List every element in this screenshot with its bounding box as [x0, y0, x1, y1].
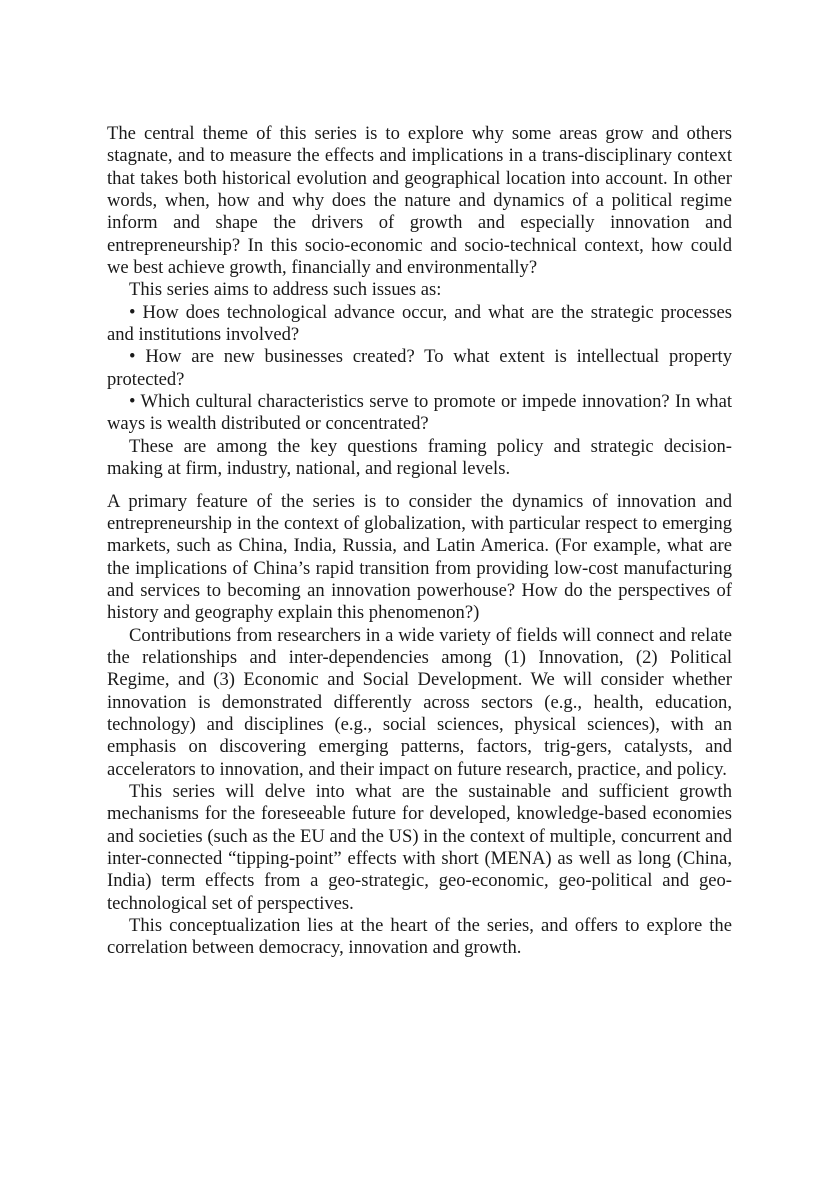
intro-paragraph: The central theme of this series is to explore why some areas grow and others stagnate, and to measure the effects and implications in a trans-disciplinary context that takes both historical evolution and geographical location into account. In other words, when, how and why does the nature and dynamics of a political regime inform and shape the drivers of growth and especially innovation and entrepreneurship? In this socio-economic and socio-technical context, how could we best achieve growth, financially and environmentally?	[107, 123, 732, 279]
bullet-text: Which cultural characteristics serve to promote or impede innovation? In what ways is wealth distributed or concentrated?	[107, 391, 732, 435]
bullet-text: How are new businesses created? To what extent is intellectual property protected?	[107, 346, 732, 390]
aims-paragraph: This series aims to address such issues as:	[129, 279, 442, 301]
document-page	[107, 123, 732, 960]
growth-mechanisms-paragraph: This series will delve into what are the sustainable and sufficient growth mechanisms for the foreseeable future for developed, knowledge-based economies and societies (such as the EU and the US) in the context of multiple, concurrent and inter-connected “tipping-point” effects with short (MENA) as well as long (China, India) term effects from a geo-strategic, geo-economic, geo-political and geo-technological set of perspectives.	[107, 780, 732, 914]
bullet-icon: •	[129, 391, 136, 413]
bullet-item	[107, 302, 732, 347]
bullet-icon: •	[129, 301, 136, 323]
bullet-text: How does technological advance occur, and what are the strategic processes and institutions involved?	[107, 301, 732, 346]
conceptualization-paragraph: This conceptualization lies at the heart of the series, and offers to explore the correlation between democracy, innovation and growth.	[107, 915, 732, 959]
contributions-paragraph: Contributions from researchers in a wide variety of fields will connect and relate the relationships and inter-dependencies among (1) Innovation, (2) Political Regime, and (3) Economic and Social Development. We will consider whether innovation is demonstrated differently across sectors (e.g., health, education, technology) and disciplines (e.g., social sciences, physical sciences), with an emphasis on discovering emerging patterns, factors, trig-gers, catalysts, and accelerators to innovation, and their impact on future research, practice, and policy.	[107, 624, 732, 780]
bullet-icon: •	[129, 346, 136, 368]
primary-feature-paragraph: A primary feature of the series is to consider the dynamics of innovation and entrepreneurship in the context of globalization, with particular respect to emerging markets, such as China, India, Russia, and Latin America. (For example, what are the implications of China’s rapid transition from providing low-cost manufacturing and services to becoming an innovation powerhouse? How do the perspectives of history and geography explain this phenomenon?)	[107, 490, 732, 624]
closing-paragraph: These are among the key questions framing policy and strategic decision-making at firm, industry, national, and regional levels.	[107, 435, 732, 480]
bullet-item	[107, 346, 732, 391]
bullet-item	[107, 391, 732, 436]
